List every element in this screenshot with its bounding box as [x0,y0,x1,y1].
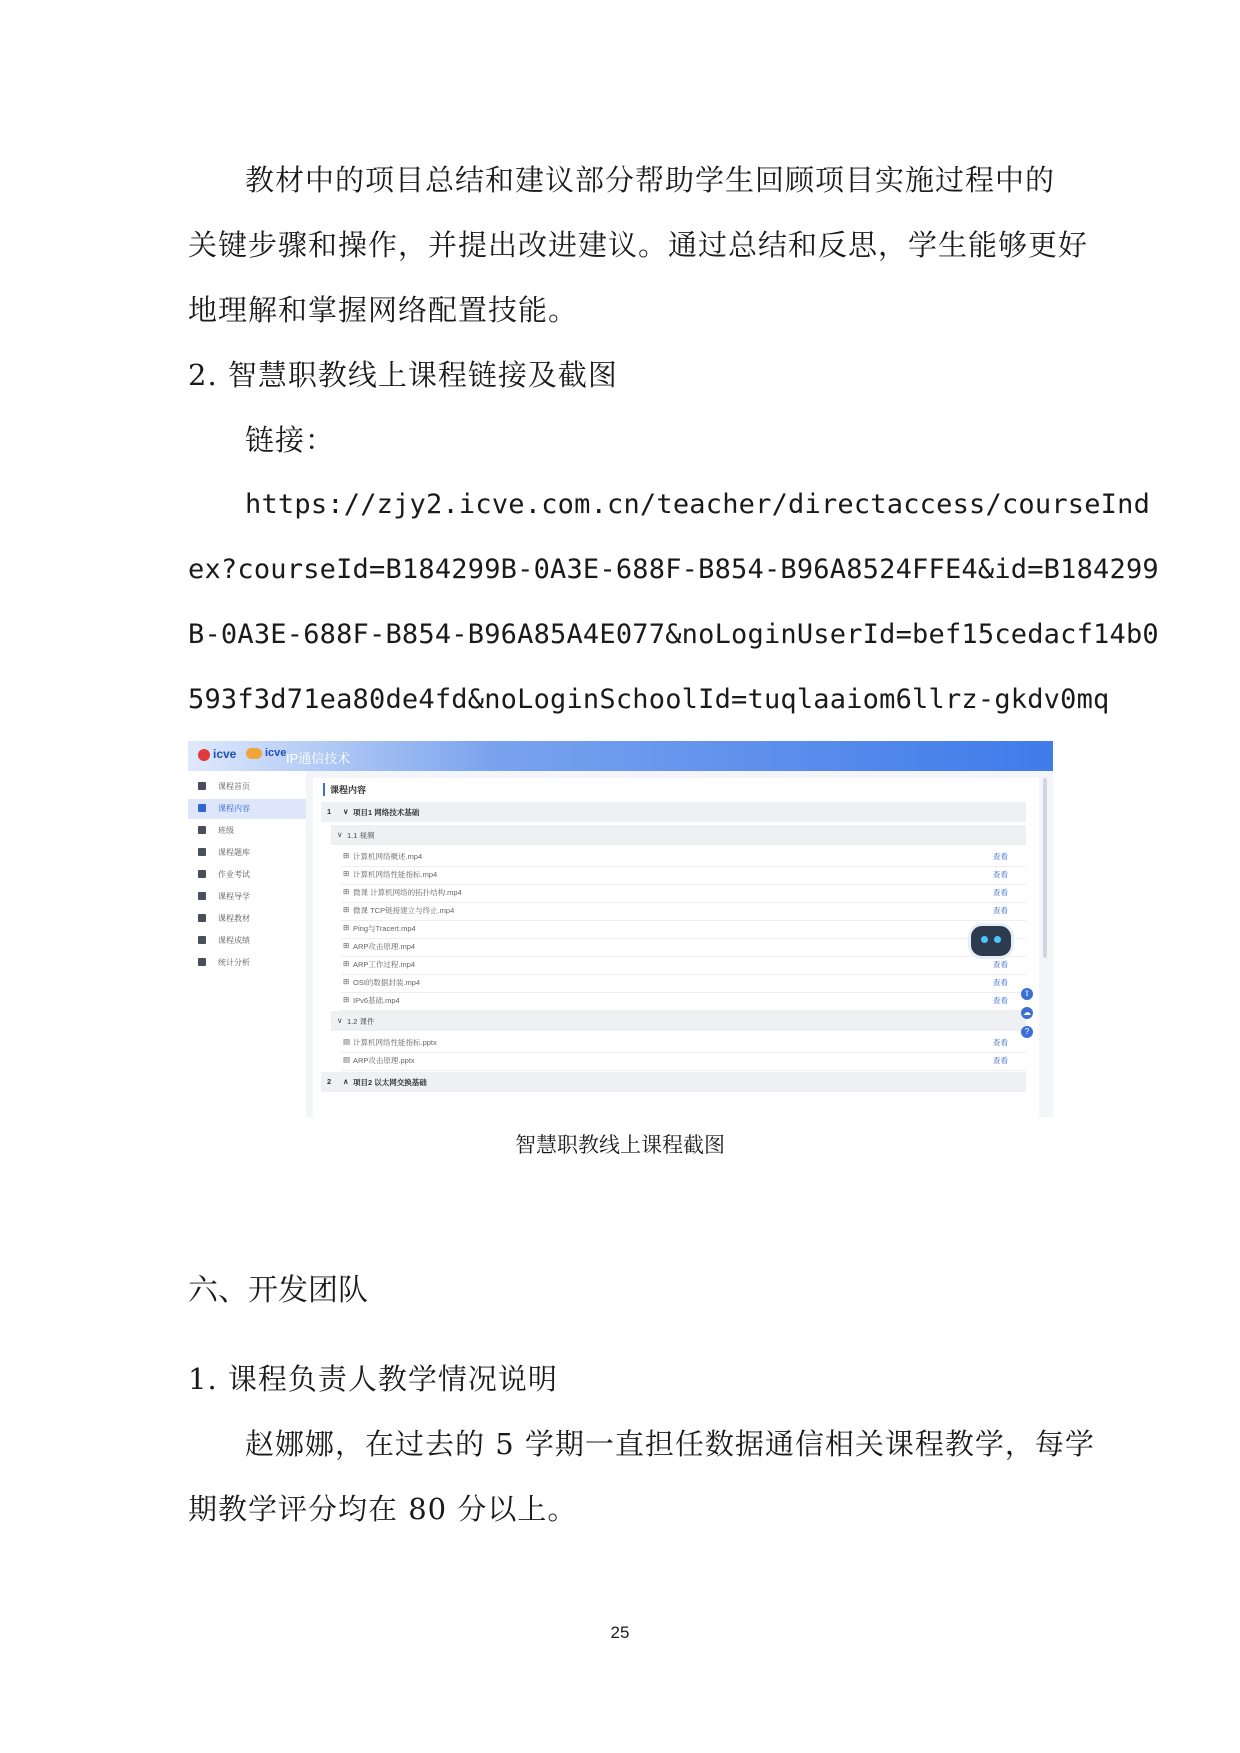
file-name: IPv6基础.mp4 [353,996,400,1005]
section-1-2-row[interactable] [331,1011,1026,1031]
sidebar-item-course-home[interactable] [188,777,306,797]
view-link[interactable]: 查看 [993,870,1008,879]
view-link[interactable]: 查看 [993,978,1008,987]
sidebar [188,771,306,1117]
book-icon [198,804,206,812]
sidebar-item-label: 课程导学 [218,892,250,901]
item-1-heading: 1. 课程负责人教学情况说明 [188,1362,558,1396]
paragraph-2-line-1: 赵娜娜，在过去的 5 学期一直担任数据通信相关课程教学，每学 [245,1427,1095,1461]
chart-icon [198,914,206,922]
assistant-robot-icon[interactable] [968,923,1014,959]
view-link[interactable]: 查看 [993,960,1008,969]
view-link[interactable]: 查看 [993,906,1008,915]
course-url-line-1[interactable]: https://zjy2.icve.com.cn/teacher/directaccess/courseInd [245,489,1151,520]
view-link[interactable]: 查看 [993,888,1008,897]
sidebar-item-label: 课程内容 [218,804,250,813]
video-file-icon: ⊞ [343,869,350,878]
list-icon [198,848,206,856]
video-file-icon: ⊞ [343,905,350,914]
figure-caption: 智慧职教线上课程截图 [515,1133,725,1157]
paragraph-1-line-3: 地理解和掌握网络配置技能。 [188,293,579,327]
view-link[interactable]: 查看 [993,1056,1008,1065]
help-icon[interactable]: ? [1021,1026,1033,1038]
file-name: ARP攻击原理.pptx [353,1056,415,1065]
section-6-heading: 六、开发团队 [188,1273,368,1308]
robot-eye [994,936,1001,943]
stats-icon [198,958,206,966]
document-file-icon: ▤ [343,1055,351,1064]
list-item[interactable] [341,1050,1026,1071]
chevron-down-icon: ∨ [337,830,343,839]
home-icon [198,782,206,790]
sidebar-item-label: 课程题库 [218,848,250,857]
project-title: 项目2 以太网交换基础 [353,1078,427,1087]
logo-text: icve [213,747,237,761]
course-screenshot [188,741,1053,1117]
view-link[interactable]: 查看 [993,1038,1008,1047]
icve-cloud-logo [246,747,286,759]
project-number: 1 [327,807,332,816]
users-icon [198,826,206,834]
file-name: 计算机网络概述.mp4 [353,852,423,861]
item-2-heading: 2. 智慧职教线上课程链接及截图 [188,358,618,392]
sidebar-item-label: 统计分析 [218,958,250,967]
logo-text-2: icve [265,747,287,759]
view-link[interactable]: 查看 [993,852,1008,861]
video-file-icon: ⊞ [343,959,350,968]
section-1-1-row[interactable] [331,825,1026,845]
panel-title: 课程内容 [323,783,366,796]
sidebar-item-label: 班级 [218,826,234,835]
file-name: ARP工作过程.mp4 [353,960,416,969]
cloud-logo-icon [246,748,262,759]
video-file-icon: ⊞ [343,851,350,860]
course-content-panel [313,778,1039,1117]
paragraph-1-line-1: 教材中的项目总结和建议部分帮助学生回顾项目实施过程中的 [245,163,1056,197]
paragraph-1-line-2: 关键步骤和操作，并提出改进建议。通过总结和反思，学生能够更好 [188,228,1089,262]
sidebar-item-label: 课程首页 [218,782,250,791]
video-file-icon: ⊞ [343,995,350,1004]
sidebar-item-label: 课程成绩 [218,936,250,945]
video-file-icon: ⊞ [343,887,350,896]
sidebar-item-homework-exam[interactable] [188,865,306,885]
sidebar-item-grades[interactable] [188,931,306,951]
file-name: ARP攻击原理.mp4 [353,942,416,951]
chevron-down-icon: ∨ [337,1016,343,1025]
course-title: IP通信技术 [286,751,351,766]
project-2-row[interactable] [321,1072,1026,1092]
score-icon [198,936,206,944]
video-file-icon: ⊞ [343,923,350,932]
file-name: Ping与Tracert.mp4 [353,924,416,933]
file-name: 计算机网络性能指标.mp4 [353,870,438,879]
file-name: 计算机网络性能指标.pptx [353,1038,437,1047]
sidebar-item-statistics[interactable] [188,953,306,973]
exam-icon [198,870,206,878]
view-link[interactable]: 查看 [993,996,1008,1005]
page-number: 25 [610,1623,630,1642]
section-title: 1.1 视频 [347,831,375,840]
file-name: OSI的数据封装.mp4 [353,978,421,987]
course-url-line-4[interactable]: 593f3d71ea80de4fd&noLoginSchoolId=tuqlaaiom6llrz-gkdv0mq [188,684,1110,715]
icve-logo [198,747,236,761]
link-label: 链接： [245,423,336,457]
course-url-line-2[interactable]: ex?courseId=B184299B-0A3E-688F-B854-B96A8524FFE4&id=B184299 [188,554,1159,585]
scrollbar[interactable] [1043,778,1047,958]
sidebar-item-textbook[interactable] [188,909,306,929]
sidebar-item-question-bank[interactable] [188,843,306,863]
upload-icon[interactable]: ⇪ [1021,988,1033,1000]
guide-icon [198,892,206,900]
project-1-row[interactable] [321,802,1026,822]
cloud-icon[interactable]: ☁ [1023,1008,1031,1017]
sidebar-item-class[interactable] [188,821,306,841]
project-title: 项目1 网络技术基础 [353,808,420,817]
list-item[interactable] [341,990,1026,1011]
logo-mark-icon [198,749,210,761]
file-name: 微课 计算机网络的拓扑结构.mp4 [353,888,462,897]
document-file-icon: ▤ [343,1037,351,1046]
robot-eye [981,936,988,943]
course-url-line-3[interactable]: B-0A3E-688F-B854-B96A85A4E077&noLoginUserId=bef15cedacf14b0 [188,619,1159,650]
video-file-icon: ⊞ [343,977,350,986]
project-number: 2 [327,1077,332,1086]
sidebar-item-course-content[interactable] [188,799,306,819]
chevron-down-icon: ∨ [343,807,349,816]
section-title: 1.2 课件 [347,1017,375,1026]
sidebar-item-course-guide[interactable] [188,887,306,907]
paragraph-2-line-2: 期教学评分均在 80 分以上。 [188,1492,578,1526]
file-name: 微课 TCP链接建立与终止.mp4 [353,906,455,915]
sidebar-item-label: 课程教材 [218,914,250,923]
sidebar-item-label: 作业考试 [218,870,250,879]
chevron-up-icon: ∧ [343,1077,349,1086]
video-file-icon: ⊞ [343,941,350,950]
screenshot-header [188,741,1053,771]
